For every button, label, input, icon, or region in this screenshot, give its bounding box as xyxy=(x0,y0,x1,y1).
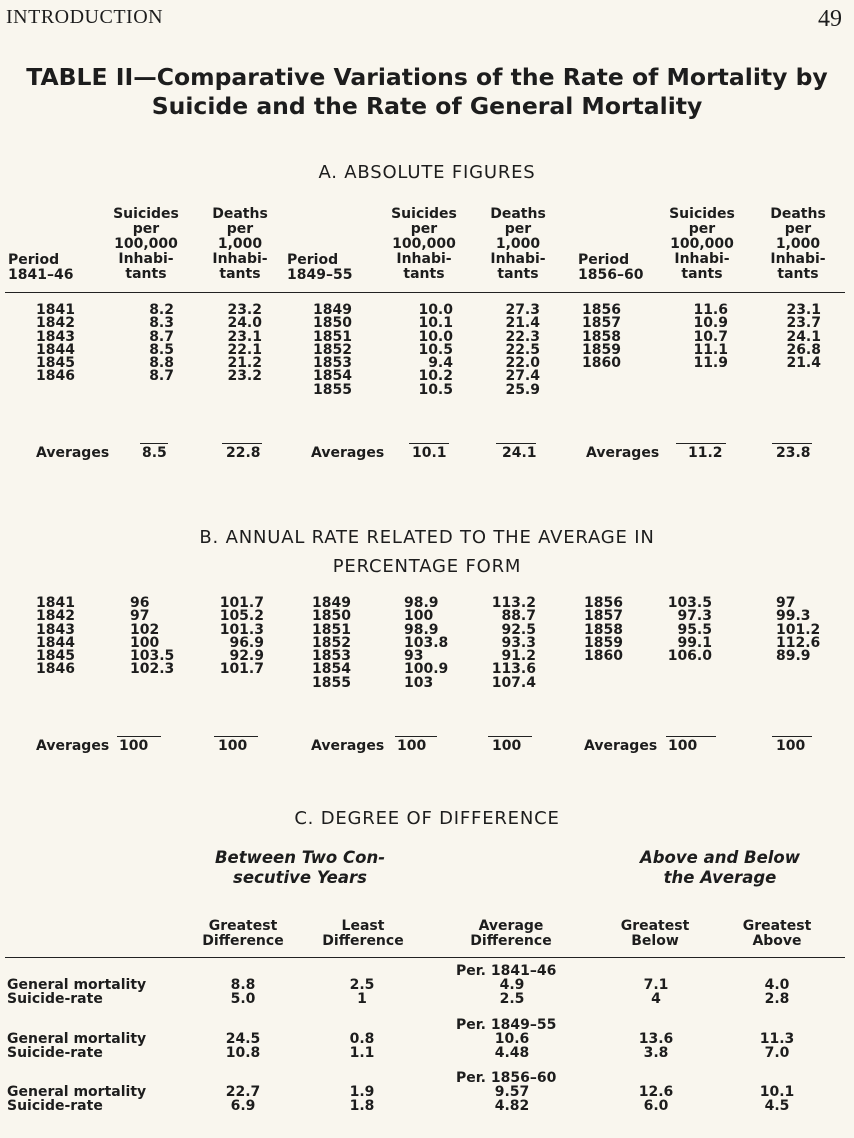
table-cell: 8.3 xyxy=(149,315,174,332)
table-title-line-2: Suicide and the Rate of General Mortality xyxy=(151,92,703,120)
a-avg-deaths-2: 24.1 xyxy=(502,445,537,461)
table-cell: 10.0 xyxy=(418,302,453,318)
a-suicides-1 xyxy=(110,304,174,384)
b-avg-overline-d2 xyxy=(488,736,532,737)
c-cell-least: 1.9 xyxy=(349,1084,375,1101)
table-cell: 8.7 xyxy=(149,368,174,385)
table-cell: 1843 xyxy=(36,621,75,638)
a-averages-label-2: Averages xyxy=(311,445,385,461)
table-cell: 24.1 xyxy=(786,328,821,345)
table-cell: 96.9 xyxy=(229,634,264,651)
a-avg-overline-d3 xyxy=(772,443,812,444)
a-years-1 xyxy=(36,304,75,384)
section-a-title: A. ABSOLUTE FIGURES xyxy=(318,162,536,183)
c-cell-average: 10.6 xyxy=(494,1031,530,1048)
table-cell: 23.7 xyxy=(786,315,821,332)
c-cell-above: 4.0 xyxy=(764,977,790,994)
table-cell: 100.9 xyxy=(404,661,449,678)
header-period-3: Period 1856–60 xyxy=(578,252,644,283)
table-cell: 1860 xyxy=(582,355,621,372)
table-cell: 1858 xyxy=(584,621,623,638)
table-cell: 101.7 xyxy=(219,595,264,611)
b-avg-overline-s2 xyxy=(395,736,437,737)
c-cell-greatest: 10.8 xyxy=(225,1044,261,1061)
c-period-label: Per. 1841–46 xyxy=(456,963,557,979)
section-c-title: C. DEGREE OF DIFFERENCE xyxy=(294,808,560,829)
b-avg-overline-d1 xyxy=(214,736,258,737)
a-avg-overline-d1 xyxy=(222,443,262,444)
c-cell-average: 4.9 xyxy=(499,977,525,994)
table-cell: 9.4 xyxy=(428,355,453,372)
section-b-title-line-2: PERCENTAGE FORM xyxy=(332,556,522,577)
table-cell: 92.5 xyxy=(501,621,536,638)
table-cell: 11.9 xyxy=(693,355,728,372)
table-cell: 10.5 xyxy=(418,381,453,398)
c-header-least-difference: Least Difference xyxy=(322,918,404,949)
c-header-greatest-below: Greatest Below xyxy=(620,918,690,949)
page-number: 49 xyxy=(818,6,842,32)
table-cell: 8.8 xyxy=(149,355,174,372)
c-cell-greatest: 6.9 xyxy=(230,1097,256,1114)
table-cell: 23.2 xyxy=(227,368,262,385)
section-a-header-rule xyxy=(5,292,845,293)
a-avg-deaths-3: 23.8 xyxy=(776,445,811,461)
table-cell: 27.3 xyxy=(505,302,540,318)
table-cell: 23.1 xyxy=(786,302,821,318)
c-cell-least: 0.8 xyxy=(349,1031,375,1048)
header-deaths-1: Deaths per 1,000 Inhabi- tants xyxy=(212,206,268,282)
c-cell-average: 9.57 xyxy=(494,1084,530,1101)
c-cell-below: 4 xyxy=(651,990,661,1007)
table-cell: 1853 xyxy=(312,648,351,665)
table-cell: 1851 xyxy=(312,621,351,638)
table-cell: 23.2 xyxy=(227,302,262,318)
table-cell: 11.1 xyxy=(693,341,728,358)
table-cell: 1850 xyxy=(312,608,351,625)
table-cell: 107.4 xyxy=(491,674,536,691)
b-averages-label-3: Averages xyxy=(584,738,658,754)
a-deaths-2 xyxy=(478,304,540,397)
table-cell: 1860 xyxy=(584,648,623,665)
table-cell: 91.2 xyxy=(501,648,536,665)
c-cell-least: 1.1 xyxy=(349,1044,375,1061)
table-cell: 1856 xyxy=(584,595,623,611)
table-cell: 103 xyxy=(404,674,434,691)
c-cell-least: 2.5 xyxy=(349,977,375,994)
table-cell: 1845 xyxy=(36,648,75,665)
c-period-label: Per. 1856–60 xyxy=(456,1070,557,1086)
table-cell: 22.5 xyxy=(505,341,540,358)
table-cell: 103.5 xyxy=(130,648,175,665)
b-deaths-3 xyxy=(776,597,820,663)
table-cell: 1845 xyxy=(36,355,75,372)
table-cell: 1853 xyxy=(313,355,352,372)
table-cell: 112.6 xyxy=(776,634,821,651)
b-avg-overline-s1 xyxy=(117,736,161,737)
table-title-line-1: TABLE II—Comparative Variations of the Rate of Mortality by xyxy=(26,63,828,91)
c-header-greatest-above: Greatest Above xyxy=(742,918,812,949)
table-cell: 10.1 xyxy=(418,315,453,332)
table-cell: 1849 xyxy=(312,595,351,611)
table-cell: 24.0 xyxy=(227,315,262,332)
table-cell: 97 xyxy=(130,608,150,625)
c-cell-greatest: 24.5 xyxy=(225,1031,261,1048)
a-suicides-3 xyxy=(660,304,728,370)
c-header-greatest-difference: Greatest Difference xyxy=(202,918,284,949)
c-row-label: General mortality xyxy=(7,1031,147,1048)
table-cell: 26.8 xyxy=(786,341,821,358)
a-averages-label-1: Averages xyxy=(36,445,110,461)
b-years-1 xyxy=(36,597,75,677)
c-cell-least: 1 xyxy=(357,990,367,1007)
table-cell: 1859 xyxy=(584,634,623,651)
table-cell: 96 xyxy=(130,595,150,611)
c-cell-greatest: 8.8 xyxy=(230,977,256,994)
table-cell: 1855 xyxy=(313,381,352,398)
a-avg-overline-s3 xyxy=(676,443,726,444)
table-cell: 98.9 xyxy=(404,621,439,638)
c-cell-least: 1.8 xyxy=(349,1097,375,1114)
c-cell-average: 2.5 xyxy=(499,990,525,1007)
c-cell-below: 7.1 xyxy=(643,977,669,994)
table-cell: 22.1 xyxy=(227,341,262,358)
table-cell: 92.9 xyxy=(229,648,264,665)
table-cell: 1842 xyxy=(36,608,75,625)
table-cell: 8.7 xyxy=(149,328,174,345)
table-cell: 1859 xyxy=(582,341,621,358)
c-cell-above: 11.3 xyxy=(759,1031,795,1048)
table-cell: 1854 xyxy=(313,368,352,385)
table-cell: 1852 xyxy=(313,341,352,358)
c-cell-above: 4.5 xyxy=(764,1097,790,1114)
c-row-label: Suicide-rate xyxy=(7,1097,103,1114)
table-cell: 88.7 xyxy=(501,608,536,625)
header-period-2: Period 1849–55 xyxy=(287,252,353,283)
table-cell: 113.6 xyxy=(491,661,536,678)
b-avg-suicides-1: 100 xyxy=(119,738,149,754)
table-cell: 1844 xyxy=(36,341,75,358)
b-deaths-1 xyxy=(210,597,264,677)
c-row-label: General mortality xyxy=(7,1084,147,1101)
c-cell-above: 10.1 xyxy=(759,1084,795,1101)
table-cell: 100 xyxy=(130,634,160,651)
c-group-title-consecutive: Between Two Con- secutive Years xyxy=(214,848,386,887)
b-avg-deaths-1: 100 xyxy=(218,738,248,754)
b-years-2 xyxy=(312,597,351,690)
header-deaths-2: Deaths per 1,000 Inhabi- tants xyxy=(490,206,546,282)
table-cell: 101.2 xyxy=(776,621,821,638)
table-cell: 22.0 xyxy=(505,355,540,372)
c-cell-above: 2.8 xyxy=(764,990,790,1007)
header-period-1: Period 1841–46 xyxy=(8,252,74,283)
table-cell: 89.9 xyxy=(776,648,811,665)
table-cell: 8.5 xyxy=(149,341,174,358)
table-cell: 1843 xyxy=(36,328,75,345)
b-averages-label-2: Averages xyxy=(311,738,385,754)
table-cell: 22.3 xyxy=(505,328,540,345)
a-avg-deaths-1: 22.8 xyxy=(226,445,261,461)
table-cell: 21.4 xyxy=(505,315,540,332)
table-cell: 1852 xyxy=(312,634,351,651)
b-suicides-3 xyxy=(660,597,712,663)
table-cell: 1857 xyxy=(582,315,621,332)
table-cell: 1850 xyxy=(313,315,352,332)
header-deaths-3: Deaths per 1,000 Inhabi- tants xyxy=(770,206,826,282)
header-suicides-3: Suicides per 100,000 Inhabi- tants xyxy=(669,206,735,282)
c-row-label: General mortality xyxy=(7,977,147,994)
a-avg-overline-d2 xyxy=(496,443,536,444)
b-avg-suicides-2: 100 xyxy=(397,738,427,754)
table-cell: 23.1 xyxy=(227,328,262,345)
table-cell: 1842 xyxy=(36,315,75,332)
table-cell: 1854 xyxy=(312,661,351,678)
table-cell: 1846 xyxy=(36,661,75,678)
c-row-label: Suicide-rate xyxy=(7,990,103,1007)
table-cell: 10.2 xyxy=(418,368,453,385)
table-cell: 1855 xyxy=(312,674,351,691)
table-cell: 101.3 xyxy=(219,621,264,638)
b-years-3 xyxy=(584,597,623,663)
b-avg-overline-s3 xyxy=(666,736,716,737)
a-avg-suicides-3: 11.2 xyxy=(688,445,723,461)
table-cell: 1858 xyxy=(582,328,621,345)
section-b-title-line-1: B. ANNUAL RATE RELATED TO THE AVERAGE IN xyxy=(199,527,655,548)
table-cell: 105.2 xyxy=(219,608,264,625)
c-header-average-difference: Average Difference xyxy=(470,918,552,949)
running-head: INTRODUCTION xyxy=(6,6,164,28)
a-deaths-1 xyxy=(200,304,262,384)
a-years-2 xyxy=(313,304,352,397)
c-group-title-average: Above and Below the Average xyxy=(639,848,801,887)
a-avg-suicides-1: 8.5 xyxy=(142,445,167,461)
a-deaths-3 xyxy=(760,304,821,370)
b-avg-deaths-3: 100 xyxy=(776,738,806,754)
table-cell: 102 xyxy=(130,621,160,638)
table-cell: 95.5 xyxy=(677,621,712,638)
c-cell-average: 4.82 xyxy=(494,1097,530,1114)
table-cell: 1844 xyxy=(36,634,75,651)
b-avg-overline-d3 xyxy=(772,736,812,737)
a-suicides-2 xyxy=(390,304,453,397)
a-years-3 xyxy=(582,304,621,370)
table-cell: 8.2 xyxy=(149,302,174,318)
table-cell: 93 xyxy=(404,648,424,665)
b-averages-label-1: Averages xyxy=(36,738,110,754)
table-cell: 103.8 xyxy=(404,634,449,651)
c-row-label: Suicide-rate xyxy=(7,1044,103,1061)
c-period-label: Per. 1849–55 xyxy=(456,1017,557,1033)
c-cell-average: 4.48 xyxy=(494,1044,530,1061)
table-cell: 97 xyxy=(776,595,796,611)
table-cell: 10.7 xyxy=(693,328,728,345)
header-suicides-2: Suicides per 100,000 Inhabi- tants xyxy=(391,206,457,282)
table-cell: 21.2 xyxy=(227,355,262,372)
table-cell: 97.3 xyxy=(677,608,712,625)
table-cell: 1841 xyxy=(36,595,75,611)
header-suicides-1: Suicides per 100,000 Inhabi- tants xyxy=(113,206,179,282)
table-cell: 100 xyxy=(404,608,434,625)
table-cell: 10.9 xyxy=(693,315,728,332)
a-averages-label-3: Averages xyxy=(586,445,660,461)
table-cell: 10.5 xyxy=(418,341,453,358)
table-cell: 1851 xyxy=(313,328,352,345)
table-cell: 21.4 xyxy=(786,355,821,372)
a-avg-overline-s1 xyxy=(140,443,168,444)
a-avg-suicides-2: 10.1 xyxy=(412,445,447,461)
c-cell-below: 12.6 xyxy=(638,1084,674,1101)
c-cell-greatest: 22.7 xyxy=(225,1084,261,1101)
table-cell: 103.5 xyxy=(667,595,712,611)
c-cell-above: 7.0 xyxy=(764,1044,790,1061)
table-cell: 1856 xyxy=(582,302,621,318)
table-cell: 1841 xyxy=(36,302,75,318)
c-cell-below: 3.8 xyxy=(643,1044,669,1061)
table-cell: 93.3 xyxy=(501,634,536,651)
b-suicides-2 xyxy=(404,597,448,690)
table-cell: 113.2 xyxy=(491,595,536,611)
table-cell: 10.0 xyxy=(418,328,453,345)
table-cell: 98.9 xyxy=(404,595,439,611)
b-avg-suicides-3: 100 xyxy=(668,738,698,754)
table-cell: 11.6 xyxy=(693,302,728,318)
c-cell-below: 13.6 xyxy=(638,1031,674,1048)
section-c-header-rule xyxy=(5,957,845,958)
b-avg-deaths-2: 100 xyxy=(492,738,522,754)
table-cell: 1857 xyxy=(584,608,623,625)
table-cell: 25.9 xyxy=(505,381,540,398)
table-cell: 101.7 xyxy=(219,661,264,678)
table-cell: 1846 xyxy=(36,368,75,385)
table-cell: 1849 xyxy=(313,302,352,318)
table-cell: 99.1 xyxy=(677,634,712,651)
table-cell: 27.4 xyxy=(505,368,540,385)
table-cell: 99.3 xyxy=(776,608,811,625)
c-cell-below: 6.0 xyxy=(643,1097,669,1114)
b-deaths-2 xyxy=(480,597,536,690)
a-avg-overline-s2 xyxy=(409,443,449,444)
table-cell: 106.0 xyxy=(667,648,712,665)
table-cell: 102.3 xyxy=(130,661,175,678)
b-suicides-1 xyxy=(130,597,174,677)
c-cell-greatest: 5.0 xyxy=(230,990,256,1007)
